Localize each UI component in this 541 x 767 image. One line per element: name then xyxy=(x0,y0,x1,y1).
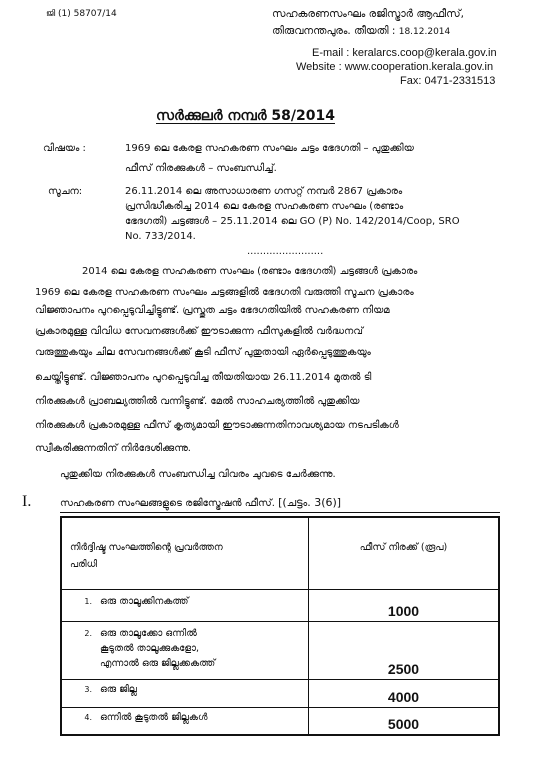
row1-scope xyxy=(61,589,309,621)
section-numeral: I. xyxy=(22,493,32,510)
reference-label: സൂചന: xyxy=(48,186,83,197)
row2-text-2: കൂടുതൽ താലൂക്കുകളോ, xyxy=(100,642,199,654)
table-header-row xyxy=(61,517,499,589)
table-row xyxy=(61,679,499,707)
para1-line-1: 2014 ലെ കേരള സഹകരണ സംഘം (രണ്ടാം ഭേദഗതി) ചട്ടങ്ങൾ പ്രകാരം xyxy=(82,266,418,277)
reference-line-2: പ്രസിദ്ധീകരിച്ച 2014 ലെ കേരള സഹകരണ സംഘം (രണ്ടാം xyxy=(125,201,404,212)
para2: പുതുക്കിയ നിരക്കുകൾ സംബന്ധിച്ച വിവരം ചുവടെ ചേർക്കുന്നു. xyxy=(60,469,336,480)
section-heading-text: സഹകരണ സംഘങ്ങളുടെ രജിസ്ട്രേഷൻ ഫീസ്. xyxy=(60,498,275,509)
col2-header: ഫീസ് നിരക്ക് (രൂപ) xyxy=(309,517,500,589)
fee-table xyxy=(60,516,500,736)
table-row xyxy=(61,621,499,679)
para1-line-9: സ്വീകരിക്കുന്നതിന് നിർദേശിക്കുന്നു. xyxy=(35,443,191,454)
table-row xyxy=(61,589,499,621)
row3-num: 3. xyxy=(84,684,92,694)
row4-fee: 5000 xyxy=(309,707,500,735)
row3-scope xyxy=(61,679,309,707)
para1-line-4: പ്രകാരമുള്ള വിവിധ സേവനങ്ങൾക്ക് ഈടാക്കുന്ന ഫീസുകളിൽ വർദ്ധനവ് xyxy=(35,326,363,337)
row4-scope xyxy=(61,707,309,735)
section-heading xyxy=(60,496,500,513)
para1-line-3: വിജ്ഞാപനം പുറപ്പെടുവിച്ചിട്ടുണ്ട്. പ്രസ്തുത ചട്ടം ഭേദഗതിയിൽ സഹകരണ നിയമ xyxy=(35,305,390,316)
separator-dots: ........................ xyxy=(247,246,324,257)
col1-header xyxy=(61,517,309,589)
place-label: തിരുവനന്തപുരം. തീയതി : xyxy=(272,25,399,37)
place-date xyxy=(272,25,450,38)
website-line[interactable]: Website : www.cooperation.kerala.gov.in xyxy=(296,61,494,73)
row2-fee: 2500 xyxy=(309,621,500,679)
row3-fee: 4000 xyxy=(309,679,500,707)
para1-line-7: നിരക്കുകൾ പ്രാബല്യത്തിൽ വന്നിട്ടുണ്ട്. മേൽ സാഹചര്യത്തിൽ പുതുക്കിയ xyxy=(35,396,360,407)
row2-text-3: എന്നാൽ ഒരു ജില്ലക്കകത്ത് xyxy=(100,657,216,669)
section-rule-ref: [(ചട്ടം. 3(6)] xyxy=(278,496,342,509)
col1-header-line2: പരിധി xyxy=(70,559,98,570)
row2-num: 2. xyxy=(84,628,92,638)
row4-text: ഒന്നിൽ കൂടുതൽ ജില്ലകൾ xyxy=(100,711,208,723)
subject-line-1: 1969 ലെ കേരള സഹകരണ സംഘം ചട്ടം ഭേദഗതി – പുതുക്കിയ xyxy=(125,143,414,154)
row3-text: ഒരു ജില്ല xyxy=(100,683,137,695)
row1-num: 1. xyxy=(84,596,92,606)
reference-line-4: No. 733/2014. xyxy=(125,231,196,242)
col1-header-line1: നിർദ്ദിഷ്ട സംഘത്തിന്റെ പ്രവർത്തന xyxy=(70,542,223,553)
reference-line-1: 26.11.2014 ലെ അസാധാരണ ഗസറ്റ് നമ്പർ 2867 പ്രകാരം xyxy=(125,186,403,197)
para1-line-2: 1969 ലെ കേരള സഹകരണ സംഘം ചട്ടങ്ങളിൽ ഭേദഗതി വരുത്തി സൂചന പ്രകാരം xyxy=(35,287,414,298)
reference-number: ജി (1) 58707/14 xyxy=(46,9,117,19)
fax-line: Fax: 0471-2331513 xyxy=(400,75,496,87)
row2-scope xyxy=(61,621,309,679)
reference-line-3: ഭേദഗതി) ചട്ടങ്ങൾ – 25.11.2014 ലെ GO (P) No. 142/2014/Coop, SRO xyxy=(125,216,460,227)
issue-date: 18.12.2014 xyxy=(398,27,451,37)
row4-num: 4. xyxy=(84,712,92,722)
circular-title: സർക്കുലർ നമ്പർ 58/2014 xyxy=(156,108,335,124)
office-name: സഹകരണസംഘം രജിസ്ട്രാർ ആഫീസ്, xyxy=(272,8,464,20)
para1-line-5: വരുത്തുകയും ചില സേവനങ്ങൾക്ക് കൂടി ഫീസ് പുതുതായി ഏർപ്പെടുത്തുകയും xyxy=(35,347,371,358)
table-row xyxy=(61,707,499,735)
para1-line-6: ചെയ്തിട്ടുണ്ട്. വിജ്ഞാപനം പുറപ്പെടുവിച്ച തീയതിയായ 26.11.2014 മുതൽ ടി xyxy=(35,372,372,383)
row1-text: ഒരു താലൂക്കിനകത്ത് xyxy=(100,595,189,607)
email-line[interactable]: E-mail : keralarcs.coop@kerala.gov.in xyxy=(312,47,497,59)
subject-line-2: ഫീസ് നിരക്കുകൾ – സംബന്ധിച്ച്. xyxy=(125,163,277,174)
row2-text-1: ഒരു താലൂക്കോ ഒന്നിൽ xyxy=(100,627,197,639)
subject-label: വിഷയം : xyxy=(43,143,86,154)
para1-line-8: നിരക്കുകൾ പ്രകാരമുള്ള ഫീസ് കൃത്യമായി ഈടാക്കുന്നതിനാവശ്യമായ നടപടികൾ xyxy=(35,420,399,431)
row1-fee: 1000 xyxy=(309,589,500,621)
